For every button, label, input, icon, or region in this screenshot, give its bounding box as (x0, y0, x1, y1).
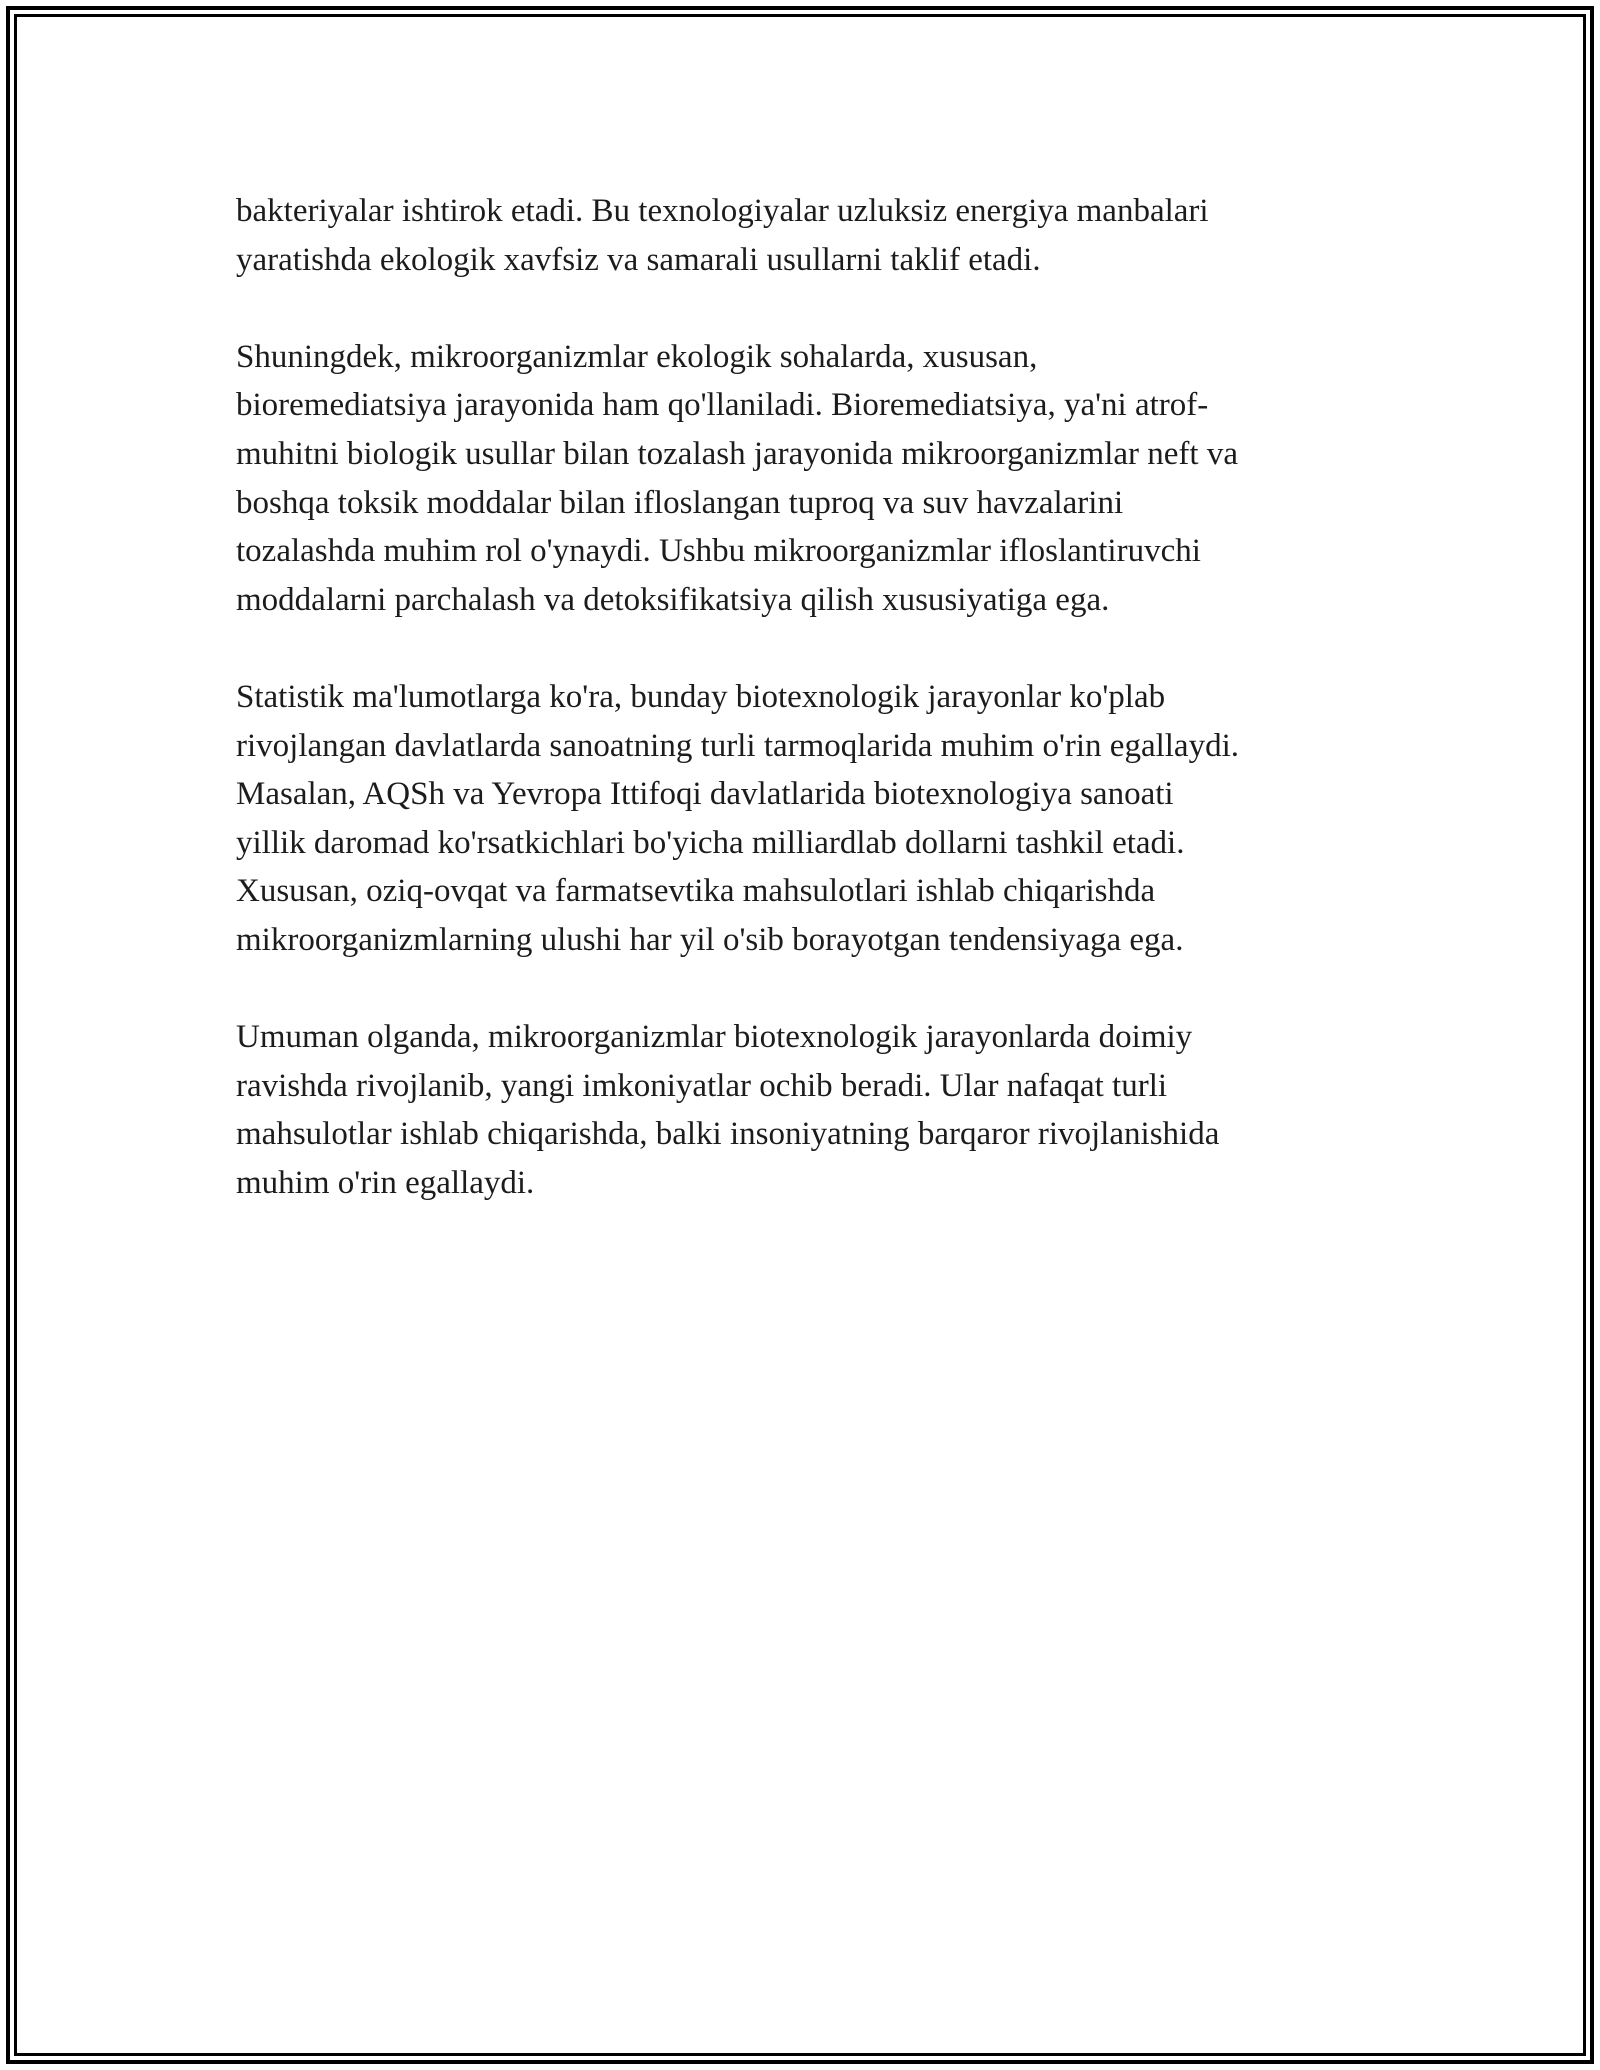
paragraph-line: muhitni biologik usullar bilan tozalash jarayonida mikroorganizmlar neft va (236, 435, 1238, 472)
paragraph-line: mikroorganizmlarning ulushi har yil o'sib borayotgan tendensiyaga ega. (236, 921, 1184, 958)
paragraph-line: Xususan, oziq-ovqat va farmatsevtika mahsulotlari ishlab chiqarishda (236, 873, 1156, 910)
paragraph-4 (236, 1013, 1366, 1207)
paragraph-line: Statistik ma'lumotlarga ko'ra, bunday biotexnologik jarayonlar ko'plab (236, 678, 1166, 715)
paragraph-line: ravishda rivojlanib, yangi imkoniyatlar ochib beradi. Ular nafaqat turli (236, 1067, 1168, 1104)
paragraph-line: bioremediatsiya jarayonida ham qo'llaniladi. Bioremediatsiya, ya'ni atrof- (236, 387, 1209, 424)
paragraph-line: Shuningdek, mikroorganizmlar ekologik sohalarda, xususan, (236, 338, 1038, 375)
paragraph-line: boshqa toksik moddalar bilan ifloslangan tuproq va suv havzalarini (236, 484, 1124, 521)
paragraph-line: moddalarni parchalash va detoksifikatsiya qilish xususiyatiga ega. (236, 581, 1110, 618)
paragraph-1 (236, 187, 1366, 284)
paragraph-line: bakteriyalar ishtirok etadi. Bu texnologiyalar uzluksiz energiya manbalari (236, 193, 1209, 229)
paragraph-line: Umuman olganda, mikroorganizmlar biotexnologik jarayonlarda doimiy (236, 1019, 1193, 1056)
paragraph-3 (236, 673, 1366, 965)
document-body (236, 187, 1366, 1256)
paragraph-line: Masalan, AQSh va Yevropa Ittifoqi davlatlarida biotexnologiya sanoati (236, 776, 1174, 813)
paragraph-line: tozalashda muhim rol o'ynaydi. Ushbu mikroorganizmlar ifloslantiruvchi (236, 533, 1201, 570)
paragraph-2 (236, 333, 1366, 625)
paragraph-line: mahsulotlar ishlab chiqarishda, balki insoniyatning barqaror rivojlanishida (236, 1116, 1220, 1153)
paragraph-line: rivojlangan davlatlarda sanoatning turli tarmoqlarida muhim o'rin egallaydi. (236, 727, 1239, 764)
paragraph-line: muhim o'rin egallaydi. (236, 1164, 535, 1201)
paragraph-line: yaratishda ekologik xavfsiz va samarali usullarni taklif etadi. (236, 241, 1041, 278)
paragraph-line: yillik daromad ko'rsatkichlari bo'yicha milliardlab dollarni tashkil etadi. (236, 824, 1185, 861)
